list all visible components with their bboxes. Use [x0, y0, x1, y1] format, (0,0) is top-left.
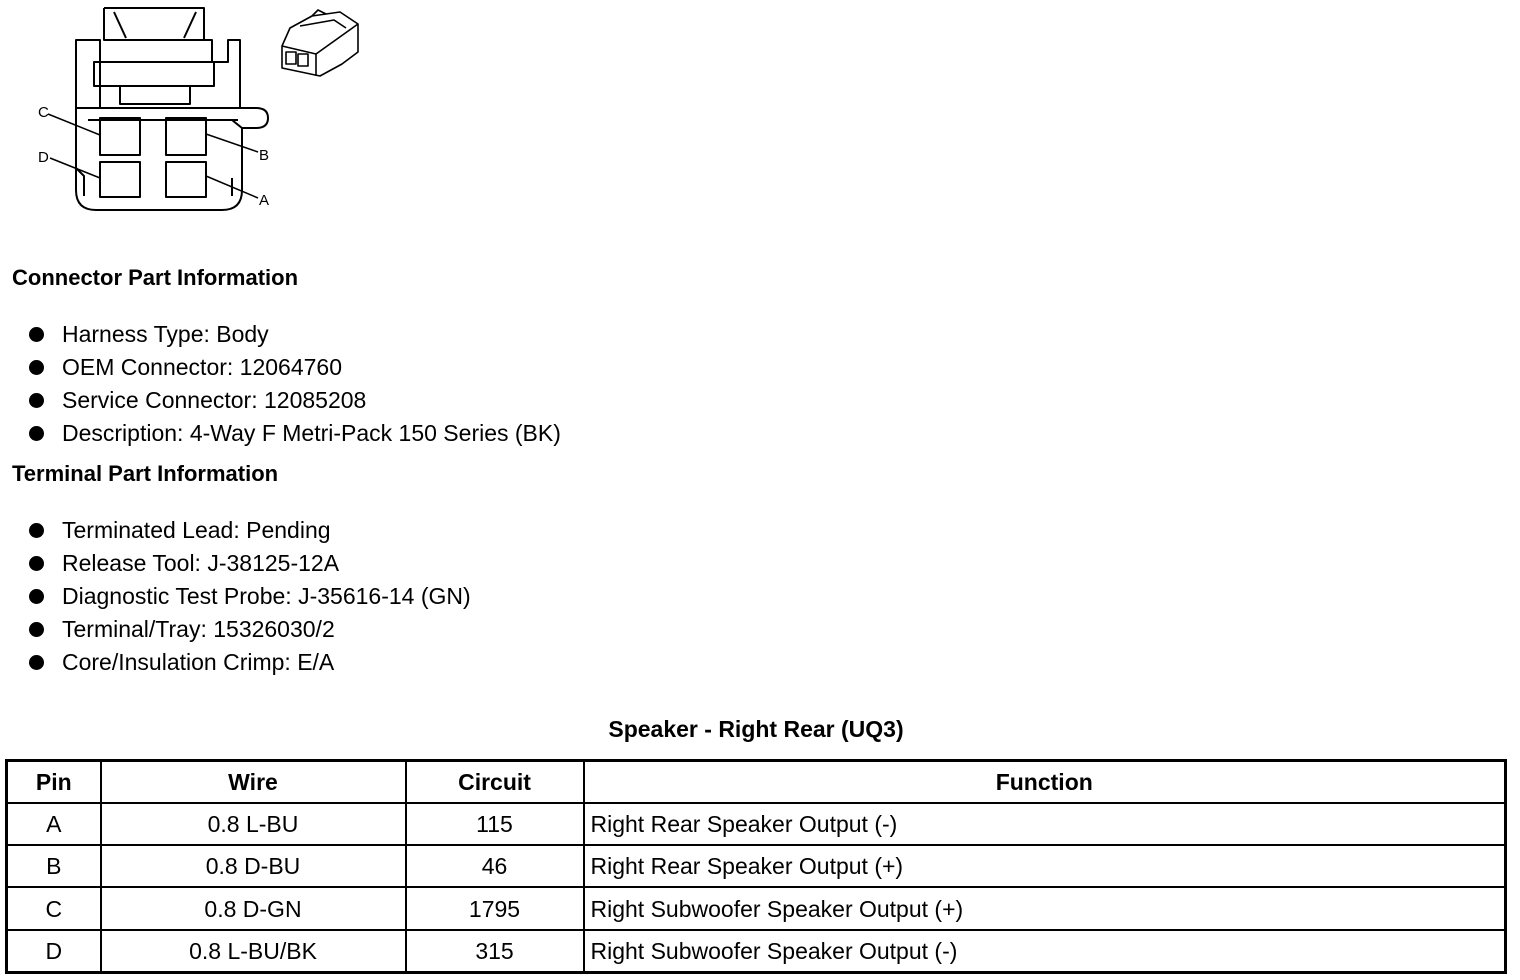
list-item-text: Release Tool: J-38125-12A [62, 550, 340, 576]
bullet-icon [29, 360, 44, 375]
terminal-info-list [0, 514, 471, 679]
pin-table [5, 759, 1507, 974]
list-item [0, 547, 471, 580]
list-item-text: Core/Insulation Crimp: E/A [62, 649, 335, 675]
header-circuit: Circuit [406, 761, 584, 804]
table-row [7, 803, 1506, 845]
cell-pin: C [7, 887, 101, 929]
bullet-icon [29, 327, 44, 342]
connector-face-diagram [0, 0, 380, 230]
list-item-text: Terminated Lead: Pending [62, 517, 331, 543]
pin-label-c: C [38, 104, 49, 121]
bullet-icon [29, 655, 44, 670]
list-item [0, 580, 471, 613]
list-item-text: Service Connector: 12085208 [62, 387, 367, 413]
list-item [0, 318, 561, 351]
list-item [0, 351, 561, 384]
pin-table-caption: Speaker - Right Rear (UQ3) [608, 716, 904, 742]
cell-pin: D [7, 930, 101, 973]
bullet-icon [29, 622, 44, 637]
header-wire: Wire [101, 761, 406, 804]
pin-label-d: D [38, 149, 49, 166]
list-item [0, 613, 471, 646]
cell-circuit: 1795 [406, 887, 584, 929]
table-header-row [7, 761, 1506, 804]
bullet-icon [29, 426, 44, 441]
list-item [0, 646, 471, 679]
bullet-icon [29, 556, 44, 571]
table-row [7, 887, 1506, 929]
bullet-icon [29, 523, 44, 538]
list-item [0, 384, 561, 417]
list-item-text: Diagnostic Test Probe: J-35616-14 (GN) [62, 583, 471, 609]
header-function: Function [584, 761, 1506, 804]
list-item-text: Harness Type: Body [62, 321, 269, 347]
cell-function: Right Rear Speaker Output (+) [584, 845, 1506, 887]
cell-function: Right Subwoofer Speaker Output (+) [584, 887, 1506, 929]
cell-wire: 0.8 L-BU/BK [101, 930, 406, 973]
list-item [0, 514, 471, 547]
table-row [7, 930, 1506, 973]
bullet-icon [29, 589, 44, 604]
bullet-icon [29, 393, 44, 408]
cell-circuit: 46 [406, 845, 584, 887]
table-row [7, 845, 1506, 887]
list-item-text: OEM Connector: 12064760 [62, 354, 343, 380]
pin-label-b: B [259, 147, 270, 164]
pin-label-a: A [259, 192, 270, 209]
cell-function: Right Subwoofer Speaker Output (-) [584, 930, 1506, 973]
header-pin: Pin [7, 761, 101, 804]
connector-info-list [0, 318, 561, 450]
cell-pin: A [7, 803, 101, 845]
cell-wire: 0.8 L-BU [101, 803, 406, 845]
cell-pin: B [7, 845, 101, 887]
connector-part-information-heading: Connector Part Information [12, 265, 299, 290]
cell-wire: 0.8 D-BU [101, 845, 406, 887]
cell-function: Right Rear Speaker Output (-) [584, 803, 1506, 845]
terminal-part-information-heading: Terminal Part Information [12, 461, 279, 486]
cell-wire: 0.8 D-GN [101, 887, 406, 929]
list-item [0, 417, 561, 450]
list-item-text: Terminal/Tray: 15326030/2 [62, 616, 335, 642]
list-item-text: Description: 4-Way F Metri-Pack 150 Series (BK) [62, 420, 561, 446]
cell-circuit: 315 [406, 930, 584, 973]
cell-circuit: 115 [406, 803, 584, 845]
